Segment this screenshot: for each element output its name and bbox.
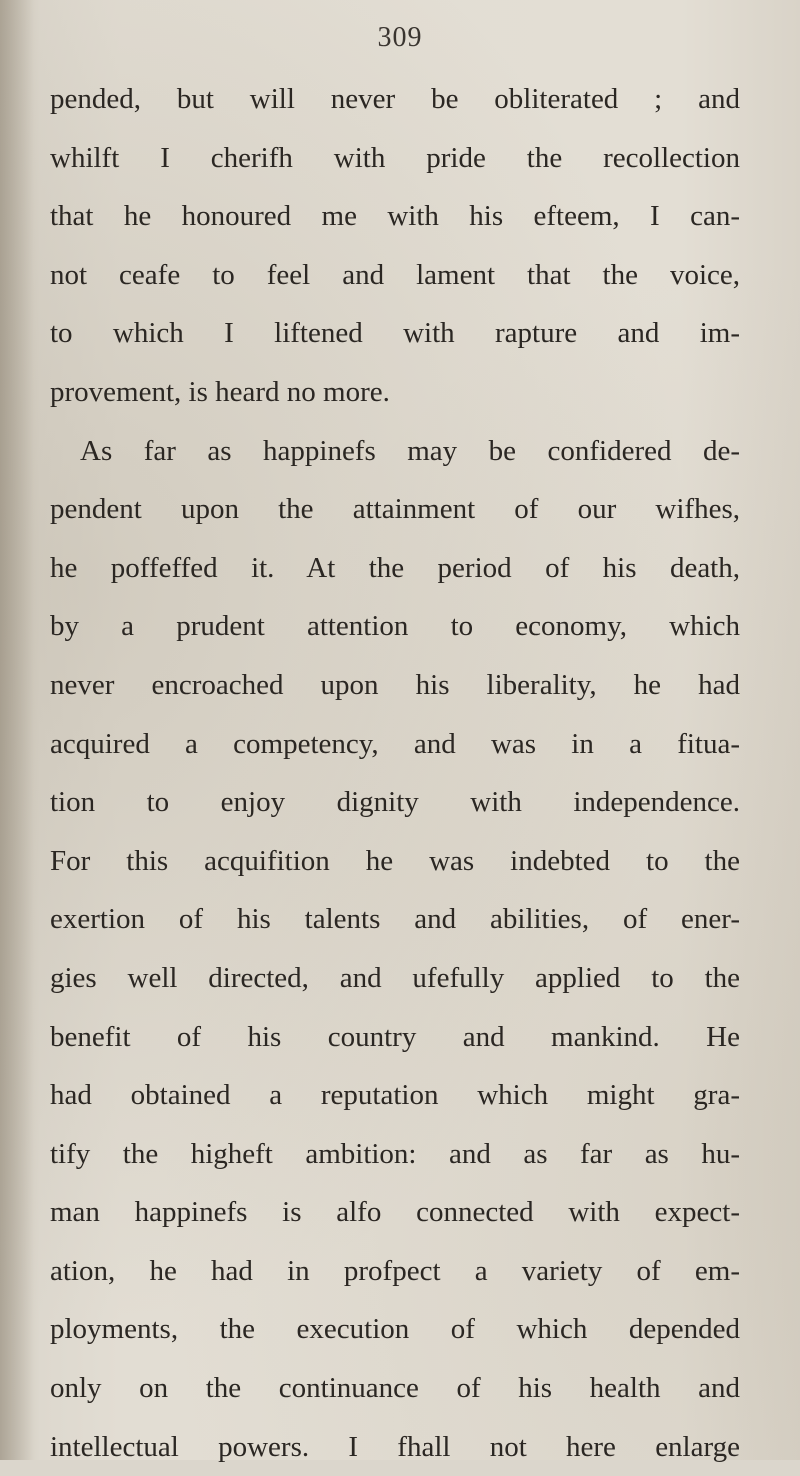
text-line: pendent upon the attainment of our wifhes, [50, 493, 740, 526]
text-line: whilft I cherifh with pride the recollection [50, 141, 740, 174]
text-line: only on the continuance of his health and [50, 1372, 740, 1405]
text-line: he poffeffed it. At the period of his death, [50, 551, 740, 584]
text-line: man happinefs is alfo connected with expect- [50, 1196, 740, 1229]
text-line: not ceafe to feel and lament that the voice, [50, 258, 740, 291]
text-line-paragraph-start: As far as happinefs may be confidered de- [80, 434, 740, 467]
text-line: pended, but will never be obliterated ; and [50, 83, 740, 115]
text-line: exertion of his talents and abilities, of ener- [50, 903, 740, 936]
text-line: had obtained a reputation which might gra- [50, 1079, 740, 1112]
text-line: benefit of his country and mankind. He [50, 1020, 740, 1053]
text-line: ation, he had in profpect a variety of em- [50, 1254, 740, 1287]
text-line: tify the higheft ambition: and as far as hu- [50, 1137, 740, 1170]
text-line: tion to enjoy dignity with independence. [50, 786, 740, 819]
text-line: never encroached upon his liberality, he had [50, 668, 740, 701]
text-line: For this acquifition he was indebted to the [50, 844, 740, 877]
body-text [50, 70, 740, 1476]
text-line: gies well directed, and ufefully applied to the [50, 961, 740, 994]
text-line: acquired a competency, and was in a fitua- [50, 727, 740, 760]
text-line: by a prudent attention to economy, which [50, 610, 740, 643]
text-line-paragraph-end: provement, is heard no more. [50, 375, 390, 408]
text-line: intellectual powers. I fhall not here enlarge [50, 1430, 740, 1463]
text-line: to which I liftened with rapture and im- [50, 317, 740, 350]
text-line: ployments, the execution of which depended [50, 1313, 740, 1346]
binding-gutter-shadow [0, 0, 34, 1460]
text-line: that he honoured me with his efteem, I can- [50, 200, 740, 233]
page-number: 309 [377, 22, 423, 53]
